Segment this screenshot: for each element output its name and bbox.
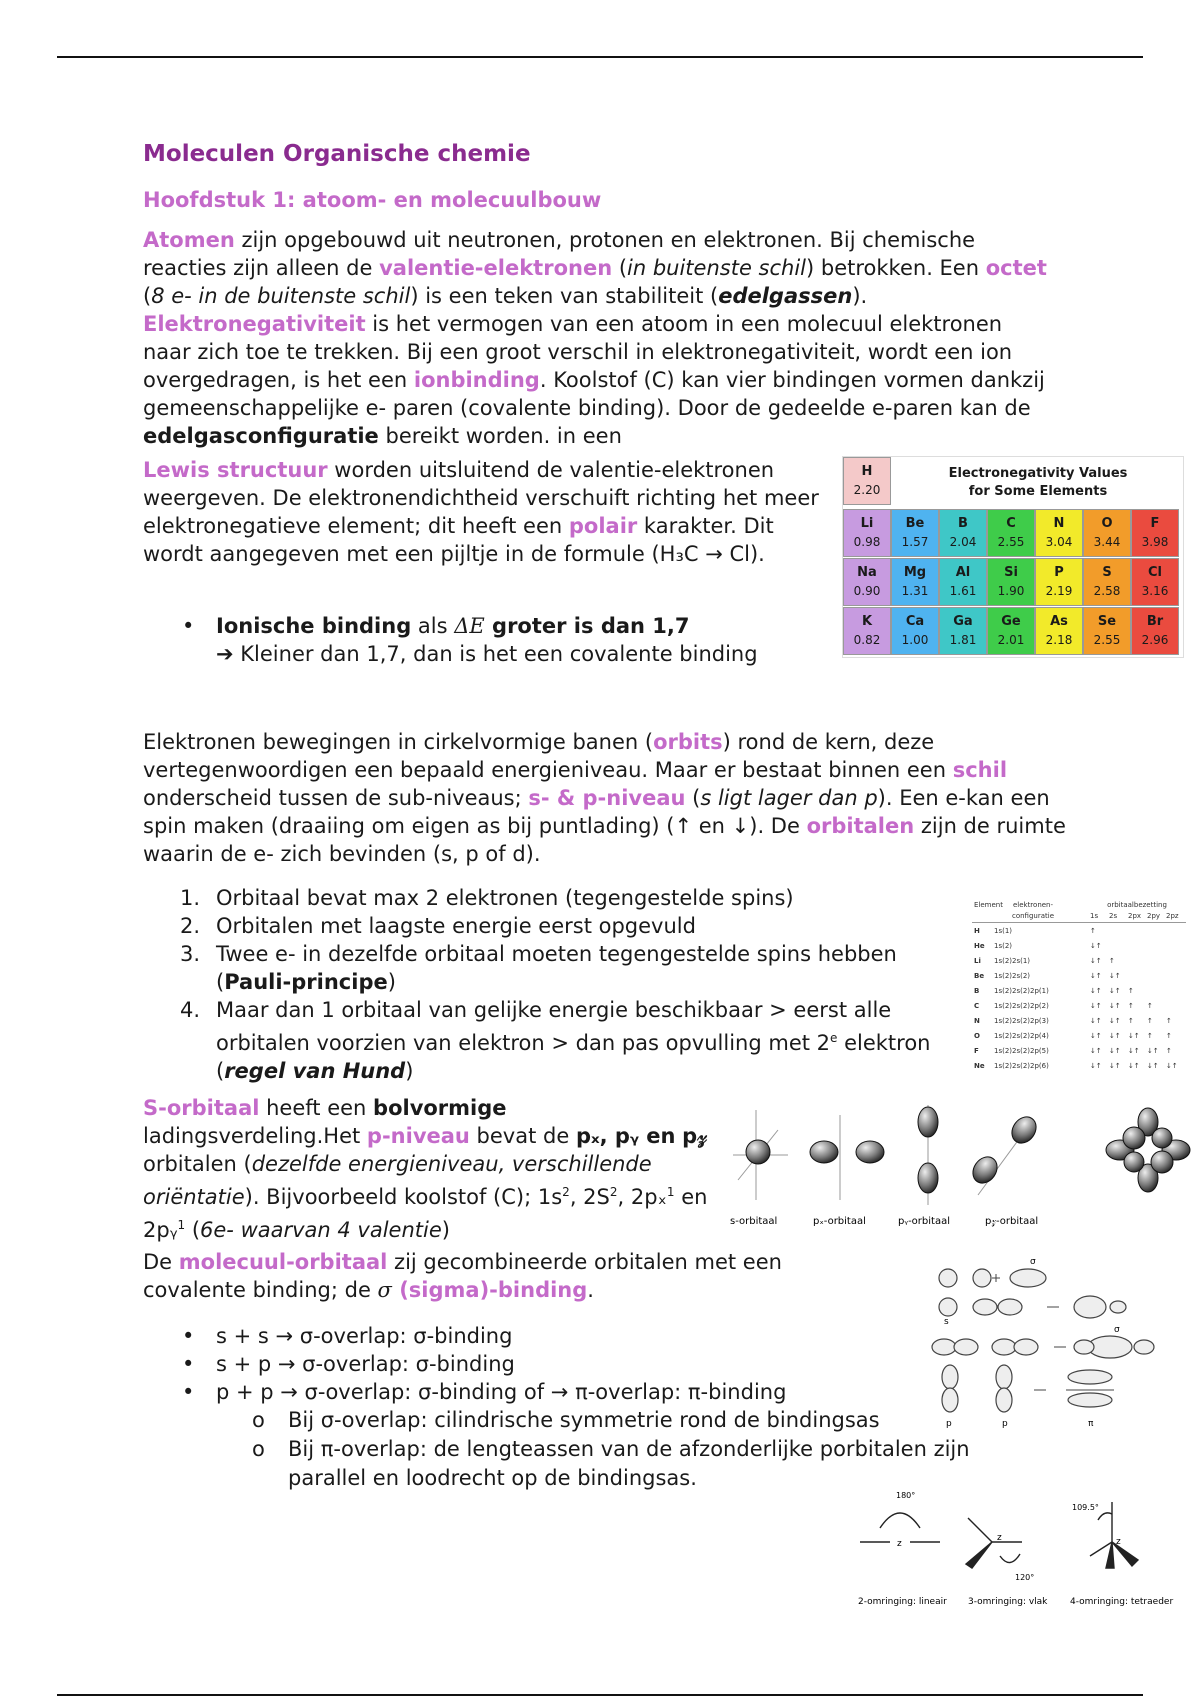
bullet-text: Bij σ-overlap: cilindrische symmetrie rond de bindingsas <box>288 1408 880 1432</box>
en-symbol: O <box>1101 516 1113 531</box>
term-px-py: pₓ, pᵧ <box>575 1124 639 1148</box>
en-symbol: N <box>1053 516 1065 531</box>
z-label: z <box>997 1533 1002 1543</box>
en-value: 3.44 <box>1093 535 1121 549</box>
bullet-dot: • <box>182 614 195 638</box>
en-cell <box>939 509 987 557</box>
bullet-dot: • <box>182 1352 195 1376</box>
text: , 2S <box>569 1185 610 1209</box>
caption-linear: 2-omringing: lineair <box>858 1597 947 1607</box>
config-value: 1s(2)2s(2)2p(5) <box>994 1047 1049 1055</box>
config-value: 1s(2)2s(2)2p(4) <box>994 1032 1049 1040</box>
term-schil: schil <box>952 758 1008 782</box>
config-occupancy: ↓↑ <box>1109 1047 1121 1055</box>
config-element: Be <box>974 972 985 980</box>
py-orbital-icon <box>918 1105 938 1205</box>
en-symbol: F <box>1150 516 1160 531</box>
z-label: z <box>897 1539 902 1549</box>
text: ). Een e-kan een spin maken (draaiing om eigen as bij puntlading) (↑ en ↓). De <box>143 786 1050 838</box>
orbital-caption-s: s-orbitaal <box>730 1216 778 1227</box>
electronegativity-table <box>842 456 1184 658</box>
en-symbol: Br <box>1146 614 1164 629</box>
pz-orbital-icon <box>968 1112 1041 1195</box>
page-title: Moleculen Organische chemie <box>143 141 531 167</box>
en-cell <box>1131 558 1179 606</box>
config-occupancy: ↓↑ <box>1109 1002 1121 1010</box>
en-cell <box>1083 607 1131 655</box>
en-cell-h <box>843 457 891 505</box>
config-occupancy: ↑ <box>1090 927 1096 935</box>
text: bereikt worden. in een <box>378 424 622 448</box>
en-cell <box>987 509 1035 557</box>
en-symbol: S <box>1102 565 1112 580</box>
list-item <box>182 1350 936 1378</box>
en-cell <box>939 607 987 655</box>
en-symbol: Li <box>860 516 874 531</box>
en-symbol: Al <box>955 565 971 580</box>
rule-text: Twee e- in dezelfde orbitaal moeten tegengestelde spins hebben ( <box>216 942 897 994</box>
config-occupancy: ↓↑ <box>1090 1032 1102 1040</box>
en-value: 2.58 <box>1093 584 1121 598</box>
config-occupancy: ↑ <box>1147 1002 1153 1010</box>
text: en <box>638 1124 676 1148</box>
overlap-subbullets <box>252 1406 1038 1493</box>
term-ionische: Ionische binding <box>216 614 412 638</box>
text: in buitenste schil <box>627 256 807 280</box>
delta-e: ΔE <box>454 614 485 638</box>
en-symbol: K <box>861 614 873 629</box>
sub-bullet-marker: o <box>252 1437 265 1461</box>
en-value: 2.20 <box>853 483 881 497</box>
text: . <box>587 1278 594 1302</box>
config-occupancy: ↑ <box>1128 1017 1134 1025</box>
text: is het vermogen van een atoom in een molecuul elektronen naar zich toe te trekken. Bij een groot verschil in elektronegativiteit, wordt een ion overgedragen, is het een <box>143 312 1013 392</box>
config-occupancy: ↑ <box>1128 1002 1134 1010</box>
en-cell <box>939 558 987 606</box>
text: zij gecombineerde orbitalen met een covalente binding; de <box>143 1250 782 1302</box>
term-hund: regel van Hund <box>224 1059 406 1083</box>
en-symbol: Cl <box>1148 565 1162 580</box>
list-item <box>182 1378 936 1406</box>
en-value: 2.04 <box>949 535 977 549</box>
config-col-header: 2pz <box>1166 912 1179 920</box>
config-value: 1s(2)2s(2) <box>994 972 1031 980</box>
config-occupancy: ↓↑ <box>1109 1017 1121 1025</box>
config-occupancy: ↓↑ <box>1090 1002 1102 1010</box>
paragraph-s-orbitaal <box>143 1094 713 1244</box>
text: ( <box>612 256 628 280</box>
config-element: He <box>974 942 985 950</box>
rule-number: 1. <box>180 886 201 910</box>
en-cell <box>987 558 1035 606</box>
en-value: 2.19 <box>1045 584 1073 598</box>
geometry-diagrams <box>850 1488 1180 1608</box>
term-edelgasconfiguratie: edelgasconfiguratie <box>143 424 379 448</box>
term-octet: octet <box>985 256 1047 280</box>
config-occupancy: ↓↑ <box>1128 1062 1140 1070</box>
en-value: 0.98 <box>853 535 881 549</box>
superscript: e <box>830 1031 838 1045</box>
config-occupancy: ↓↑ <box>1147 1062 1159 1070</box>
term-sigma-binding: (sigma)-binding <box>391 1278 588 1302</box>
en-cell <box>891 509 939 557</box>
en-value: 2.01 <box>997 633 1025 647</box>
term-lewis: Lewis structuur <box>143 458 328 482</box>
en-value: 1.90 <box>997 584 1025 598</box>
config-occupancy: ↑ <box>1128 987 1134 995</box>
config-occupancy: ↓↑ <box>1166 1062 1178 1070</box>
text: 6e- waarvan 4 valentie <box>200 1218 442 1242</box>
text: , 2pₓ <box>617 1185 667 1209</box>
orbital-caption-pz: p𝓏-orbitaal <box>985 1216 1039 1227</box>
chapter-heading: Hoofdstuk 1: atoom- en molecuulbouw <box>143 188 602 212</box>
bullet-ionisch <box>182 612 816 668</box>
text: ( <box>143 284 152 308</box>
config-occupancy: ↓↑ <box>1090 1017 1102 1025</box>
en-symbol: Be <box>905 516 925 531</box>
superscript: 1 <box>177 1218 186 1232</box>
en-value: 0.82 <box>853 633 881 647</box>
config-value: 1s(1) <box>994 927 1013 935</box>
text: . Koolstof (C) kan vier bindingen vormen dankzij gemeenschappelijke e- paren (covalente binding). Door de gedeelde e-paren kan de <box>143 368 1045 420</box>
sigma-label: σ <box>1114 1325 1120 1335</box>
config-divider <box>972 922 1186 923</box>
en-table-title <box>903 465 1173 501</box>
text: ladingsverdeling.Het <box>143 1124 367 1148</box>
en-title-line2: for Some Elements <box>968 484 1108 499</box>
config-occupancy: ↑ <box>1147 1017 1153 1025</box>
text: ). <box>852 284 868 308</box>
config-occupancy: ↑ <box>1147 1032 1153 1040</box>
rule-item <box>180 996 951 1085</box>
caption-tetraeder: 4-omringing: tetraeder <box>1070 1597 1174 1607</box>
orbital-caption-py: pᵧ-orbitaal <box>898 1216 950 1227</box>
bottom-rule <box>57 1694 1143 1696</box>
text: ) rond de kern, deze vertegenwoordigen een bepaald energieniveau. Maar er bestaat binnen een <box>143 730 953 782</box>
arrow-icon: ➔ <box>216 642 234 666</box>
config-element: C <box>974 1002 980 1010</box>
config-value: 1s(2) <box>994 942 1013 950</box>
config-occupancy: ↓↑ <box>1090 1047 1102 1055</box>
en-cell <box>1131 509 1179 557</box>
config-header-element: Element <box>974 901 1003 909</box>
rule-item <box>180 884 951 912</box>
en-cell <box>891 558 939 606</box>
config-occupancy: ↓↑ <box>1109 1062 1121 1070</box>
rule-text: ) <box>405 1059 414 1083</box>
paragraph-molecuul-orbitaal <box>143 1248 863 1304</box>
bullet-text: s + s → σ-overlap: σ-binding <box>216 1324 513 1348</box>
config-header-orbitals: orbitaalbezetting <box>1107 901 1167 909</box>
en-symbol: B <box>958 516 968 531</box>
text: ) betrokken. Een <box>806 256 986 280</box>
document-body <box>143 140 1063 450</box>
en-symbol: Ga <box>953 614 973 629</box>
term-edelgassen: edelgassen <box>718 284 853 308</box>
text: ( <box>185 1218 201 1242</box>
caption-vlak: 3-omringing: vlak <box>968 1597 1048 1607</box>
orbital-caption-px: pₓ-orbitaal <box>813 1216 866 1227</box>
en-value: 3.16 <box>1141 584 1169 598</box>
text: s ligt lager dan p <box>700 786 878 810</box>
text: ). Bijvoorbeeld koolstof (C); 1s <box>244 1185 563 1209</box>
config-element: Li <box>974 957 981 965</box>
bullet-text: p + p → σ-overlap: σ-binding of → π-overlap: π-binding <box>216 1380 787 1404</box>
config-occupancy: ↓↑ <box>1109 972 1121 980</box>
config-col-header: 1s <box>1090 912 1099 920</box>
overlap-diagram <box>930 1252 1190 1432</box>
en-title-line1: Electronegativity Values <box>948 466 1128 481</box>
text: ( <box>685 786 701 810</box>
config-value: 1s(2)2s(1) <box>994 957 1031 965</box>
text: bevat de <box>469 1124 576 1148</box>
text: ) <box>441 1218 450 1242</box>
en-value: 2.96 <box>1141 633 1169 647</box>
s-orbital-icon <box>733 1110 788 1200</box>
en-cell <box>987 607 1035 655</box>
term-bolvormige: bolvormige <box>373 1096 507 1120</box>
superscript: 2 <box>562 1185 570 1199</box>
term-atomen: Atomen <box>143 228 235 252</box>
en-cell <box>843 607 891 655</box>
config-occupancy: ↓↑ <box>1090 972 1102 980</box>
en-cell <box>1083 509 1131 557</box>
text: groter is dan 1,7 <box>484 614 690 638</box>
config-occupancy: ↓↑ <box>1109 1032 1121 1040</box>
text: worden uitsluitend de valentie-elektronen weergeven. De elektronendichtheid verschuift richting het meer elektronegatieve element; dit heeft een <box>143 458 819 538</box>
en-value: 3.04 <box>1045 535 1073 549</box>
config-occupancy: ↓↑ <box>1090 987 1102 995</box>
bullet-text: Bij π-overlap: de lengteassen van de afzonderlijke porbitalen zijn parallel en loodrecht op de bindingsas. <box>288 1437 970 1490</box>
en-symbol: Se <box>1097 614 1117 629</box>
text: onderscheid tussen de sub-niveaus; <box>143 786 529 810</box>
en-cell <box>1035 558 1083 606</box>
rule-text: Orbitalen met laagste energie eerst opgevuld <box>216 914 696 938</box>
rule-text: Maar dan 1 orbitaal van gelijke energie beschikbaar > eerst alle orbitalen voorzien van elektron > dan pas opvulling met 2 <box>216 998 892 1055</box>
en-cell <box>843 558 891 606</box>
term-pauli: Pauli-principe <box>224 970 388 994</box>
rule-text: ) <box>387 970 396 994</box>
config-occupancy: ↓↑ <box>1090 942 1102 950</box>
en-value: 2.55 <box>997 535 1025 549</box>
text: ) is een teken van stabiliteit ( <box>410 284 719 308</box>
text: dezelfde energieniveau, verschillende oriëntatie <box>143 1152 652 1209</box>
config-occupancy: ↓↑ <box>1090 1062 1102 1070</box>
rules-list <box>180 884 951 1085</box>
config-value: 1s(2)2s(2)2p(2) <box>994 1002 1049 1010</box>
p-label: p <box>946 1419 952 1429</box>
en-value: 2.18 <box>1045 633 1073 647</box>
text: Elektronen bewegingen in cirkelvormige banen ( <box>143 730 654 754</box>
text: karakter. Dit wordt aangegeven met een pijltje in de formule (H₃C → Cl). <box>143 514 774 566</box>
rule-item <box>180 940 951 996</box>
text: De <box>143 1250 179 1274</box>
text: en 2pᵧ <box>143 1185 708 1242</box>
config-occupancy: ↓↑ <box>1128 1032 1140 1040</box>
en-cell <box>843 509 891 557</box>
config-occupancy: ↑ <box>1166 1047 1172 1055</box>
config-element: B <box>974 987 980 995</box>
px-orbital-icon <box>810 1115 884 1200</box>
en-cell <box>891 607 939 655</box>
term-ionbinding: ionbinding <box>413 368 540 392</box>
en-symbol: Ge <box>1001 614 1021 629</box>
en-symbol: H <box>861 464 873 479</box>
bullet-text: s + p → σ-overlap: σ-binding <box>216 1352 515 1376</box>
en-symbol: As <box>1050 614 1068 629</box>
en-symbol: C <box>1006 516 1016 531</box>
text: 8 e- in de buitenste schil <box>151 284 411 308</box>
angle-180: 180° <box>896 1491 916 1500</box>
config-occupancy: ↓↑ <box>1128 1047 1140 1055</box>
en-symbol: P <box>1054 565 1064 580</box>
config-header-config: elektronen-configuratie <box>1011 901 1055 920</box>
config-value: 1s(2)2s(2)2p(1) <box>994 987 1049 995</box>
list-item <box>252 1435 1038 1493</box>
combined-orbitals-icon <box>1106 1108 1190 1192</box>
text: Kleiner dan 1,7, dan is het een covalente binding <box>233 642 758 666</box>
config-occupancy: ↓↑ <box>1090 957 1102 965</box>
config-element: Ne <box>974 1062 985 1070</box>
config-element: F <box>974 1047 979 1055</box>
term-pz: p𝓏 <box>682 1124 707 1148</box>
config-occupancy: ↓↑ <box>1147 1047 1159 1055</box>
config-element: N <box>974 1017 980 1025</box>
rule-text: elektron ( <box>216 1031 931 1083</box>
en-value: 0.90 <box>853 584 881 598</box>
angle-109: 109.5° <box>1072 1503 1099 1512</box>
term-elektronegativiteit: Elektronegativiteit <box>143 312 366 336</box>
text: heeft een <box>259 1096 374 1120</box>
config-value: 1s(2)2s(2)2p(6) <box>994 1062 1049 1070</box>
term-p-niveau: p-niveau <box>366 1124 470 1148</box>
sigma-label: σ <box>1030 1257 1036 1267</box>
sub-bullet-marker: o <box>252 1408 265 1432</box>
en-symbol: Ca <box>905 614 925 629</box>
config-col-header: 2s <box>1109 912 1118 920</box>
term-molecuul-orbitaal: molecuul-orbitaal <box>178 1250 388 1274</box>
en-cell <box>1035 607 1083 655</box>
paragraph-lewis <box>143 456 823 568</box>
rule-item <box>180 912 951 940</box>
config-occupancy: ↑ <box>1166 1017 1172 1025</box>
bullet-dot: • <box>182 1380 195 1404</box>
rule-number: 3. <box>180 942 201 966</box>
text: zijn opgebouwd uit neutronen, protonen en elektronen. Bij chemische reacties zijn alleen de <box>143 228 976 280</box>
paragraph-atoms <box>143 226 1053 450</box>
config-occupancy: ↓↑ <box>1109 987 1121 995</box>
top-rule <box>57 56 1143 58</box>
list-item <box>252 1406 1038 1435</box>
text: als <box>411 614 455 638</box>
orbitals-illustration <box>728 1100 1192 1230</box>
config-element: H <box>974 927 980 935</box>
term-s-orbitaal: S-orbitaal <box>143 1096 260 1120</box>
config-col-header: 2py <box>1147 912 1161 920</box>
config-occupancy: ↑ <box>1166 1032 1172 1040</box>
superscript: 2 <box>609 1185 618 1199</box>
text: orbitalen ( <box>143 1152 252 1176</box>
p-label: p <box>1002 1419 1008 1429</box>
text: zijn de ruimte waarin de e- zich bevinden (s, p of d). <box>143 814 1066 866</box>
pi-label: π <box>1088 1419 1094 1429</box>
en-value: 1.31 <box>901 584 929 598</box>
angle-120: 120° <box>1015 1573 1035 1582</box>
electron-configuration-table <box>972 898 1186 1080</box>
list-item <box>182 1322 936 1350</box>
en-value: 1.81 <box>949 633 977 647</box>
en-cell <box>1035 509 1083 557</box>
term-orbits: orbits <box>653 730 723 754</box>
en-symbol: Na <box>857 565 877 580</box>
term-polair: polair <box>568 514 638 538</box>
rule-number: 4. <box>180 998 201 1022</box>
en-value: 2.55 <box>1093 633 1121 647</box>
en-symbol: Mg <box>903 565 927 580</box>
config-occupancy: ↑ <box>1109 957 1115 965</box>
bullet-dot: • <box>182 1324 195 1348</box>
sigma-symbol: σ <box>377 1278 392 1302</box>
overlap-bullets <box>182 1322 936 1406</box>
en-symbol: Si <box>1004 565 1018 580</box>
en-value: 1.61 <box>949 584 977 598</box>
z-label: z <box>1116 1537 1121 1547</box>
en-value: 3.98 <box>1141 535 1169 549</box>
config-col-header: 2px <box>1128 912 1142 920</box>
rule-text: Orbitaal bevat max 2 elektronen (tegengestelde spins) <box>216 886 794 910</box>
paragraph-orbits <box>143 728 1068 868</box>
en-cell <box>1083 558 1131 606</box>
en-cell <box>1131 607 1179 655</box>
en-value: 1.00 <box>901 633 929 647</box>
term-valentie: valentie-elektronen <box>379 256 613 280</box>
rule-number: 2. <box>180 914 201 938</box>
term-sp-niveau: s- & p-niveau <box>528 786 686 810</box>
config-element: O <box>974 1032 980 1040</box>
en-value: 1.57 <box>901 535 929 549</box>
term-orbitalen: orbitalen <box>806 814 915 838</box>
config-value: 1s(2)2s(2)2p(3) <box>994 1017 1049 1025</box>
superscript: 1 <box>666 1185 675 1199</box>
s-label: s <box>944 1317 949 1327</box>
